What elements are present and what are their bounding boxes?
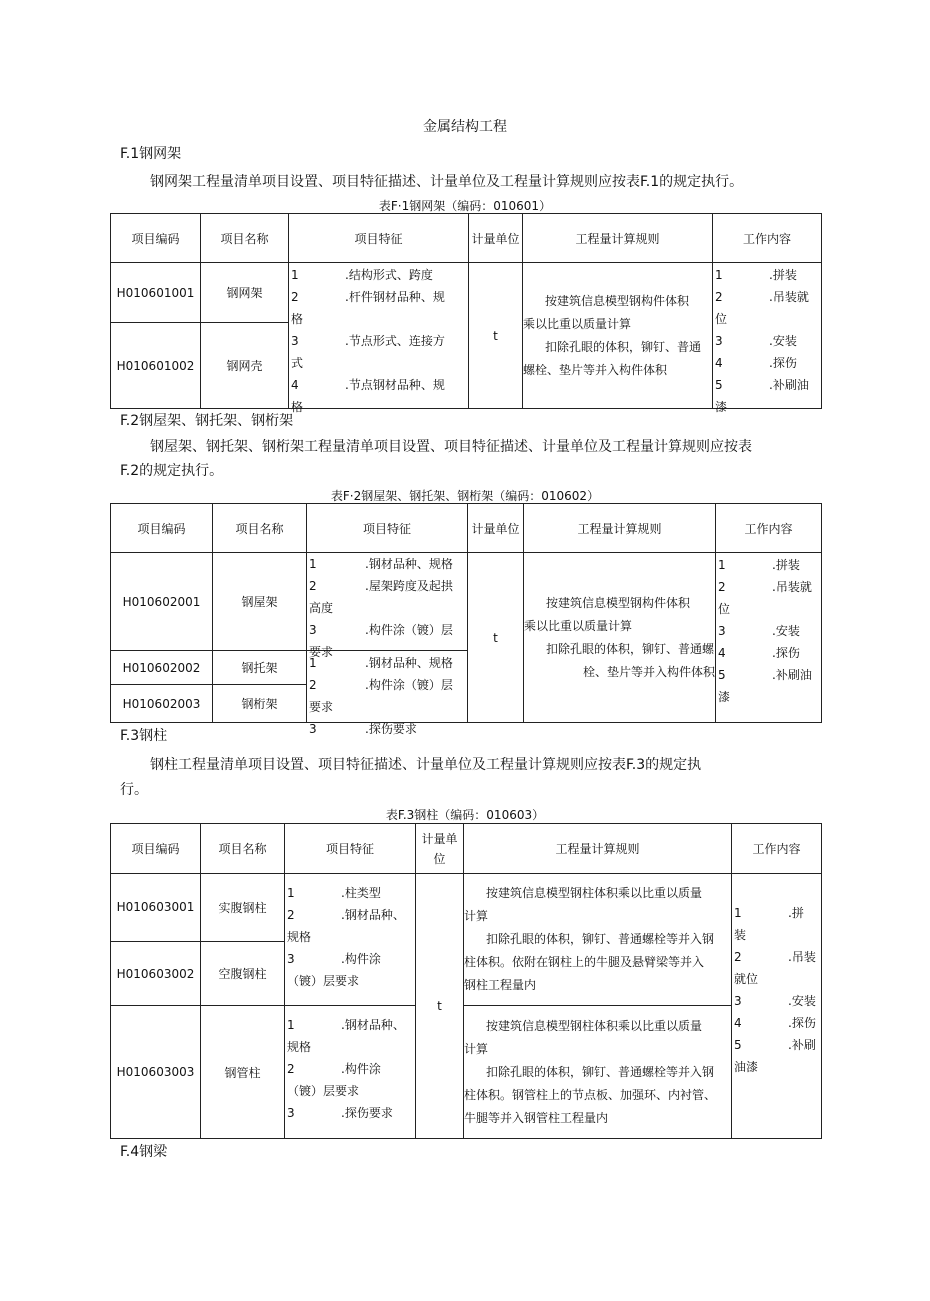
- row-code: H010602001: [111, 553, 213, 651]
- list-text: .构件涂: [341, 951, 381, 966]
- list-text: .构件涂（镀）层: [365, 623, 453, 637]
- list-line: [716, 620, 821, 642]
- list-number: 1: [291, 267, 299, 282]
- rule-line: 扣除孔眼的体积，铆钉、普通螺栓等并入钢: [486, 1064, 715, 1079]
- section-f1-intro: 钢网架工程量清单项目设置、项目特征描述、计量单位及工程量计算规则应按表F.1的规定执行。: [150, 174, 744, 190]
- table-f3-caption: 表F.3钢柱（编码：010603）: [385, 808, 545, 822]
- header-rule: 工程量计算规则: [523, 214, 713, 263]
- section-f2-intro-cont: F.2的规定执行。: [120, 463, 224, 479]
- row-name: 钢网壳: [201, 323, 289, 409]
- list-text: .拼: [788, 906, 804, 920]
- list-line: [285, 904, 415, 926]
- features-cell: [285, 1006, 416, 1139]
- work-cell: [716, 553, 822, 723]
- list-line: [713, 264, 821, 286]
- list-line: [307, 575, 467, 597]
- list-line: 格: [291, 311, 304, 326]
- rule-line: 钢柱工程量内: [464, 978, 537, 993]
- list-number: 1: [734, 906, 742, 920]
- list-number: 3: [715, 333, 723, 348]
- header-code: 项目编码: [111, 824, 201, 874]
- list-line: [285, 948, 415, 970]
- list-text: .柱类型: [341, 885, 381, 900]
- list-number: 4: [734, 1016, 742, 1030]
- list-number: 4: [718, 645, 726, 660]
- rule-line: 柱体积。钢管柱上的节点板、加强环、内衬管、: [464, 1087, 717, 1102]
- rule-line: 栓、垫片等并入构件体积: [582, 664, 715, 679]
- list-line: [713, 286, 821, 308]
- header-unit-line: 位: [433, 851, 446, 866]
- header-work: 工作内容: [716, 504, 822, 553]
- list-line: 要求: [309, 645, 334, 659]
- list-text: .拼装: [772, 557, 800, 572]
- list-number: 4: [715, 355, 723, 370]
- list-line: [289, 286, 468, 308]
- features-cell: [307, 651, 468, 736]
- list-line: [285, 1058, 415, 1080]
- list-text: .拼装: [769, 267, 797, 282]
- list-number: 2: [309, 579, 317, 593]
- section-f3-intro: 钢柱工程量清单项目设置、项目特征描述、计量单位及工程量计算规则应按表F.3的规定执: [150, 757, 702, 773]
- rule-line: 按建筑信息模型钢构件体积: [545, 293, 690, 308]
- unit-cell: t: [416, 874, 464, 1139]
- list-line: [713, 374, 821, 396]
- section-heading-f4: F.4钢梁: [120, 1144, 168, 1160]
- rule-line: 扣除孔眼的体积，铆钉、普通螺栓等并入钢: [486, 932, 715, 947]
- list-text: .吊装: [788, 950, 816, 964]
- row-code: H010602002: [111, 651, 213, 685]
- list-line: 装: [734, 928, 747, 942]
- list-line: [732, 902, 821, 924]
- list-text: .节点形式、连接方: [345, 333, 445, 348]
- header-work: 工作内容: [732, 824, 822, 874]
- list-text: .安装: [772, 623, 800, 638]
- list-text: .吊装就: [772, 579, 812, 594]
- list-text: .探伤要求: [365, 721, 417, 736]
- row-code: H010603001: [111, 874, 201, 942]
- list-text: .构件涂（镀）层: [365, 677, 453, 692]
- row-code: H010603003: [111, 1006, 201, 1139]
- rule-line: 按建筑信息模型钢构件体积: [546, 595, 691, 610]
- list-text: .钢材品种、: [341, 1018, 405, 1033]
- list-line: [713, 352, 821, 374]
- list-line: [732, 1012, 821, 1034]
- rule-line: 柱体积。依附在钢柱上的牛腿及悬臂梁等并入: [464, 955, 705, 970]
- list-text: .节点钢材品种、规: [345, 377, 445, 392]
- table-f1: [110, 213, 822, 414]
- list-line: 油漆: [734, 1060, 759, 1074]
- list-line: [716, 554, 821, 576]
- row-name: 钢屋架: [213, 553, 307, 651]
- list-line: 式: [291, 355, 304, 370]
- list-text: .补刷: [788, 1038, 816, 1052]
- list-line: [285, 1102, 415, 1124]
- row-name: 钢桁架: [213, 685, 307, 723]
- list-number: 3: [287, 951, 295, 966]
- row-code: H010601001: [111, 263, 201, 323]
- table-f1-caption: 表F·1钢网架（编码：010601）: [378, 199, 552, 213]
- header-name: 项目名称: [201, 824, 285, 874]
- list-text: .探伤: [769, 355, 797, 370]
- list-number: 3: [734, 994, 742, 1008]
- list-number: 2: [734, 950, 742, 964]
- header-rule: 工程量计算规则: [524, 504, 716, 553]
- row-code: H010603002: [111, 941, 201, 1006]
- list-number: 5: [715, 377, 723, 392]
- list-text: .杆件钢材品种、规: [345, 289, 445, 304]
- list-line: [713, 330, 821, 352]
- unit-cell: t: [469, 263, 523, 409]
- work-cell: [713, 263, 822, 414]
- row-name: 空腹钢柱: [201, 941, 285, 1006]
- rule-line: 扣除孔眼的体积，铆钉、普通: [545, 339, 702, 354]
- header-unit: 计量单位: [469, 214, 523, 263]
- rule-line: 乘以比重以质量计算: [523, 316, 632, 331]
- list-line: （镀）层要求: [287, 1084, 360, 1099]
- header-rule: 工程量计算规则: [464, 824, 732, 874]
- row-name: 钢网架: [201, 263, 289, 323]
- rule-cell: [464, 874, 732, 1006]
- list-text: .探伤: [772, 645, 800, 660]
- list-number: 2: [287, 1062, 295, 1077]
- features-cell: [289, 263, 469, 414]
- list-line: 就位: [734, 972, 759, 986]
- list-number: 4: [291, 377, 299, 392]
- header-unit-line: 计量单: [421, 831, 458, 846]
- list-line: [307, 619, 467, 641]
- list-line: [285, 1014, 415, 1036]
- row-code: H010602003: [111, 685, 213, 723]
- row-name: 实腹钢柱: [201, 874, 285, 942]
- section-f3-intro-cont: 行。: [120, 782, 148, 798]
- header-features: 项目特征: [307, 504, 468, 553]
- list-number: 1: [718, 557, 726, 572]
- rule-line: 按建筑信息模型钢柱体积乘以比重以质量: [486, 886, 703, 901]
- list-number: 5: [734, 1038, 742, 1052]
- list-text: .钢材品种、: [341, 907, 405, 922]
- list-line: [285, 882, 415, 904]
- list-text: .吊装就: [769, 289, 809, 304]
- header-work: 工作内容: [713, 214, 822, 263]
- list-number: 2: [718, 579, 726, 594]
- work-cell: [732, 874, 822, 1139]
- table-f2-caption: 表F·2钢屋架、钢托架、钢桁架（编码：010602）: [330, 489, 600, 503]
- rule-line: 计算: [464, 909, 489, 924]
- list-text: .补刷油: [769, 377, 809, 392]
- rule-line: 牛腿等并入钢管柱工程量内: [464, 1110, 609, 1125]
- rule-line: 按建筑信息模型钢柱体积乘以比重以质量: [486, 1018, 703, 1033]
- list-number: 3: [287, 1106, 295, 1121]
- list-number: 5: [718, 667, 726, 682]
- list-line: [307, 674, 467, 696]
- header-name: 项目名称: [213, 504, 307, 553]
- list-text: .结构形式、跨度: [345, 267, 433, 282]
- list-text: .屋架跨度及起拱: [365, 579, 453, 593]
- list-text: .探伤要求: [341, 1106, 393, 1121]
- list-line: 要求: [309, 699, 334, 714]
- features-cell: [285, 874, 416, 1006]
- row-name: 钢托架: [213, 651, 307, 685]
- list-number: 3: [718, 623, 726, 638]
- list-line: 高度: [309, 601, 334, 615]
- list-text: .钢材品种、规格: [365, 655, 453, 670]
- list-line: [732, 946, 821, 968]
- document-title: 金属结构工程: [423, 119, 507, 135]
- header-name: 项目名称: [201, 214, 289, 263]
- header-unit: [416, 824, 464, 874]
- list-number: 2: [287, 907, 295, 922]
- list-number: 1: [309, 557, 317, 571]
- list-number: 2: [715, 289, 723, 304]
- list-line: [307, 553, 467, 575]
- list-line: [307, 652, 467, 674]
- list-number: 1: [715, 267, 723, 282]
- unit-cell: t: [468, 553, 524, 723]
- list-number: 3: [309, 623, 317, 637]
- list-number: 2: [291, 289, 299, 304]
- list-text: .探伤: [788, 1016, 816, 1030]
- list-line: [716, 576, 821, 598]
- list-line: 漆: [715, 399, 728, 414]
- list-line: 规格: [287, 929, 312, 944]
- list-line: [307, 718, 467, 740]
- rule-line: 乘以比重以质量计算: [524, 618, 633, 633]
- features-cell: [307, 553, 468, 659]
- list-text: .钢材品种、规格: [365, 557, 453, 571]
- rule-cell: [524, 553, 716, 723]
- list-text: .安装: [788, 994, 816, 1008]
- section-heading-f2: F.2钢屋架、钢托架、钢桁架: [120, 413, 294, 429]
- list-number: 1: [287, 1018, 295, 1033]
- list-line: [289, 264, 468, 286]
- rule-cell: [464, 1006, 732, 1139]
- list-text: .安装: [769, 333, 797, 348]
- header-features: 项目特征: [289, 214, 469, 263]
- list-number: 3: [291, 333, 299, 348]
- row-name: 钢管柱: [201, 1006, 285, 1139]
- section-heading-f3: F.3钢柱: [120, 728, 168, 744]
- rule-cell: [523, 263, 713, 409]
- list-number: 1: [287, 885, 295, 900]
- list-line: 位: [715, 311, 728, 326]
- list-line: [716, 642, 821, 664]
- list-line: [732, 1034, 821, 1056]
- section-heading-f1: F.1钢网架: [120, 146, 182, 162]
- list-line: 位: [718, 601, 731, 616]
- header-features: 项目特征: [285, 824, 416, 874]
- header-unit: 计量单位: [468, 504, 524, 553]
- section-f2-intro: 钢屋架、钢托架、钢桁架工程量清单项目设置、项目特征描述、计量单位及工程量计算规则应按表: [150, 439, 752, 455]
- table-f3: [110, 823, 822, 1139]
- list-text: .构件涂: [341, 1062, 381, 1077]
- list-line: [732, 990, 821, 1012]
- header-code: 项目编码: [111, 504, 213, 553]
- list-line: （镀）层要求: [287, 973, 360, 988]
- rule-line: 计算: [464, 1041, 489, 1056]
- rule-line: 螺栓、垫片等并入构件体积: [523, 362, 668, 377]
- list-line: [716, 664, 821, 686]
- list-line: [289, 374, 468, 396]
- header-code: 项目编码: [111, 214, 201, 263]
- row-code: H010601002: [111, 323, 201, 409]
- list-number: 1: [309, 655, 317, 670]
- list-line: 漆: [718, 689, 731, 704]
- list-line: [289, 330, 468, 352]
- list-number: 3: [309, 721, 317, 736]
- list-line: 规格: [287, 1040, 312, 1055]
- rule-line: 扣除孔眼的体积，铆钉、普通螺: [546, 641, 715, 656]
- list-text: .补刷油: [772, 667, 812, 682]
- list-line: 格: [291, 399, 304, 414]
- list-number: 2: [309, 677, 317, 692]
